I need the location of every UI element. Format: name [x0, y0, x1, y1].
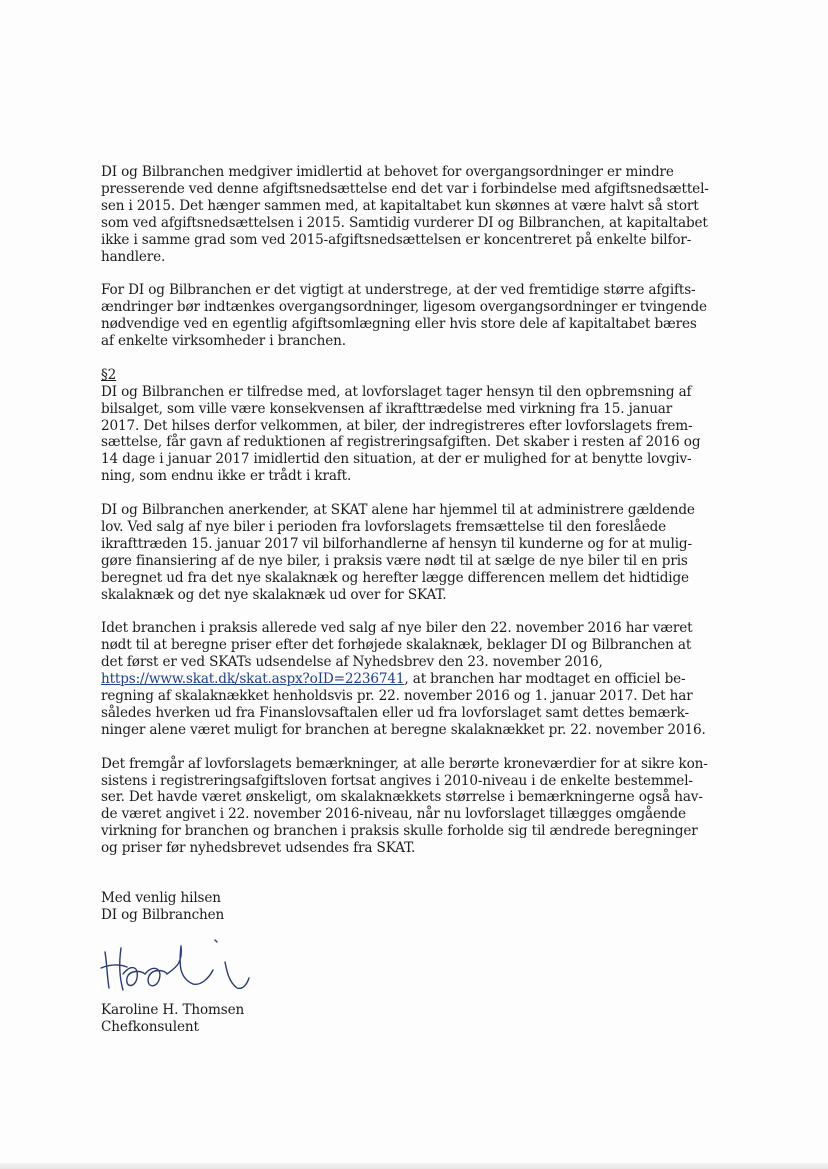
text-line: ning, som endnu ikke er trådt i kraft.	[101, 468, 352, 485]
paragraph-transition-need	[101, 164, 709, 265]
text-line: af enkelte virksomheder i branchen.	[101, 333, 346, 350]
text-line: Det fremgår af lovforslagets bemærkninger, at alle berørte kroneværdier for at sikre kon-	[101, 755, 708, 772]
text-line: sen i 2015. Det hænger sammen med, at kapitaltabet kun skønnes at være halvt så stort	[101, 197, 699, 214]
text-line: virkning for branchen og branchen i praksis skulle forholde sig til ændrede beregninger	[101, 823, 698, 840]
skat-newsletter-link[interactable]: https://www.skat.dk/skat.aspx?oID=2236741	[101, 671, 405, 688]
paragraph-price-calculation	[101, 620, 706, 738]
signer-name: Karoline H. Thomsen	[101, 1001, 245, 1018]
text-line: ikrafttræden 15. januar 2017 vil bilforhandlerne af hensyn til kunderne og for at mulig-	[101, 535, 692, 552]
text-line-with-link	[101, 671, 686, 688]
paragraph-skat-authority	[101, 502, 695, 603]
text-line: de været angivet i 22. november 2016-niveau, når nu lovforslaget tillægges omgående	[101, 806, 686, 823]
text-line: det først er ved SKATs udsendelse af Nyhedsbrev den 23. november 2016,	[101, 654, 603, 671]
text-line: DI og Bilbranchen anerkender, at SKAT alene har hjemmel til at administrere gældende	[101, 502, 695, 519]
page-bottom-edge	[0, 1163, 828, 1169]
letter-closing	[101, 890, 681, 1036]
text-line: nødvendige ved en egentlig afgiftsomlægning eller hvis store dele af kapitaltabet bæres	[101, 316, 697, 333]
text-line: 14 dage i januar 2017 imidlertid den situation, at der er mulighed for at benytte lovgiv-	[101, 451, 692, 468]
text-line: gøre finansiering af de nye biler, i praksis være nødt til at sælge de nye biler til en pris	[101, 552, 688, 569]
letter-body	[101, 164, 709, 1036]
text-line: ikke i samme grad som ved 2015-afgiftsnedsættelsen er koncentreret på enkelte bilfor-	[101, 231, 692, 248]
handwritten-signature-icon	[97, 934, 257, 996]
text-line: presserende ved denne afgiftsnedsættelse end det var i forbindelse med afgiftsnedsættel-	[101, 180, 709, 197]
signer-block	[101, 1002, 681, 1036]
text-line: regning af skalaknækket henholdsvis pr. 22. november 2016 og 1. januar 2017. Det har	[101, 688, 693, 705]
text-line: som ved afgiftsnedsættelsen i 2015. Samtidig vurderer DI og Bilbranchen, at kapitaltabet	[101, 214, 708, 231]
text-line: DI og Bilbranchen er tilfredse med, at lovforslaget tager hensyn til den opbremsning af	[101, 383, 692, 400]
paragraph-section-2	[101, 366, 701, 485]
closing-organization: DI og Bilbranchen	[101, 906, 225, 923]
text-line: skalaknæk og det nye skalaknæk ud over for SKAT.	[101, 586, 447, 603]
text-line: ninger alene været muligt for branchen at beregne skalaknækket pr. 22. november 2016.	[101, 721, 706, 738]
text-line: handlere.	[101, 248, 166, 265]
text-line: ser. Det havde været ønskeligt, om skalaknækkets størrelse i bemærkningerne også hav-	[101, 789, 703, 806]
section-heading: §2	[101, 366, 117, 383]
text-line: og priser før nyhedsbrevet udsendes fra SKAT.	[101, 840, 416, 857]
text-line: sættelse, får gavn af reduktionen af registreringsafgiften. Det skaber i resten af 2016 og	[101, 434, 701, 451]
text-line: således hverken ud fra Finanslovsaftalen eller ud fra lovforslaget samt dettes bemærk-	[101, 704, 689, 721]
signer-title: Chefkonsulent	[101, 1018, 199, 1035]
text-line: 2017. Det hilses derfor velkommen, at biler, der indregistreres efter lovforslagets frem-	[101, 417, 693, 434]
text-line: lov. Ved salg af nye biler i perioden fra lovforslagets fremsættelse til den foreslåede	[101, 518, 667, 535]
closing-greeting: Med venlig hilsen	[101, 890, 221, 907]
text-line: beregnet ud fra det nye skalaknæk og herefter lægge differencen mellem det hidtidige	[101, 569, 689, 586]
text-line: ændringer bør indtænkes overgangsordninger, ligesom overgangsordninger er tvingende	[101, 299, 707, 316]
paragraph-remarks	[101, 755, 708, 857]
text-line: DI og Bilbranchen medgiver imidlertid at behovet for overgangsordninger er mindre	[101, 164, 674, 180]
link-tail-text: , at branchen har modtaget en officiel be-	[404, 671, 686, 688]
text-line: bilsalget, som ville være konsekvensen af ikrafttrædelse med virkning fra 15. januar	[101, 400, 673, 417]
text-line: For DI og Bilbranchen er det vigtigt at understrege, at der ved fremtidige større afgifts-	[101, 282, 696, 299]
text-line: nødt til at beregne priser efter det forhøjede skalaknæk, beklager DI og Bilbranchen at	[101, 637, 692, 654]
text-line: Idet branchen i praksis allerede ved salg af nye biler den 22. november 2016 har været	[101, 620, 693, 637]
text-line: sistens i registreringsafgiftsloven fortsat angives i 2010-niveau i de enkelte bestemmel-	[101, 772, 693, 789]
paragraph-future-changes	[101, 282, 707, 350]
